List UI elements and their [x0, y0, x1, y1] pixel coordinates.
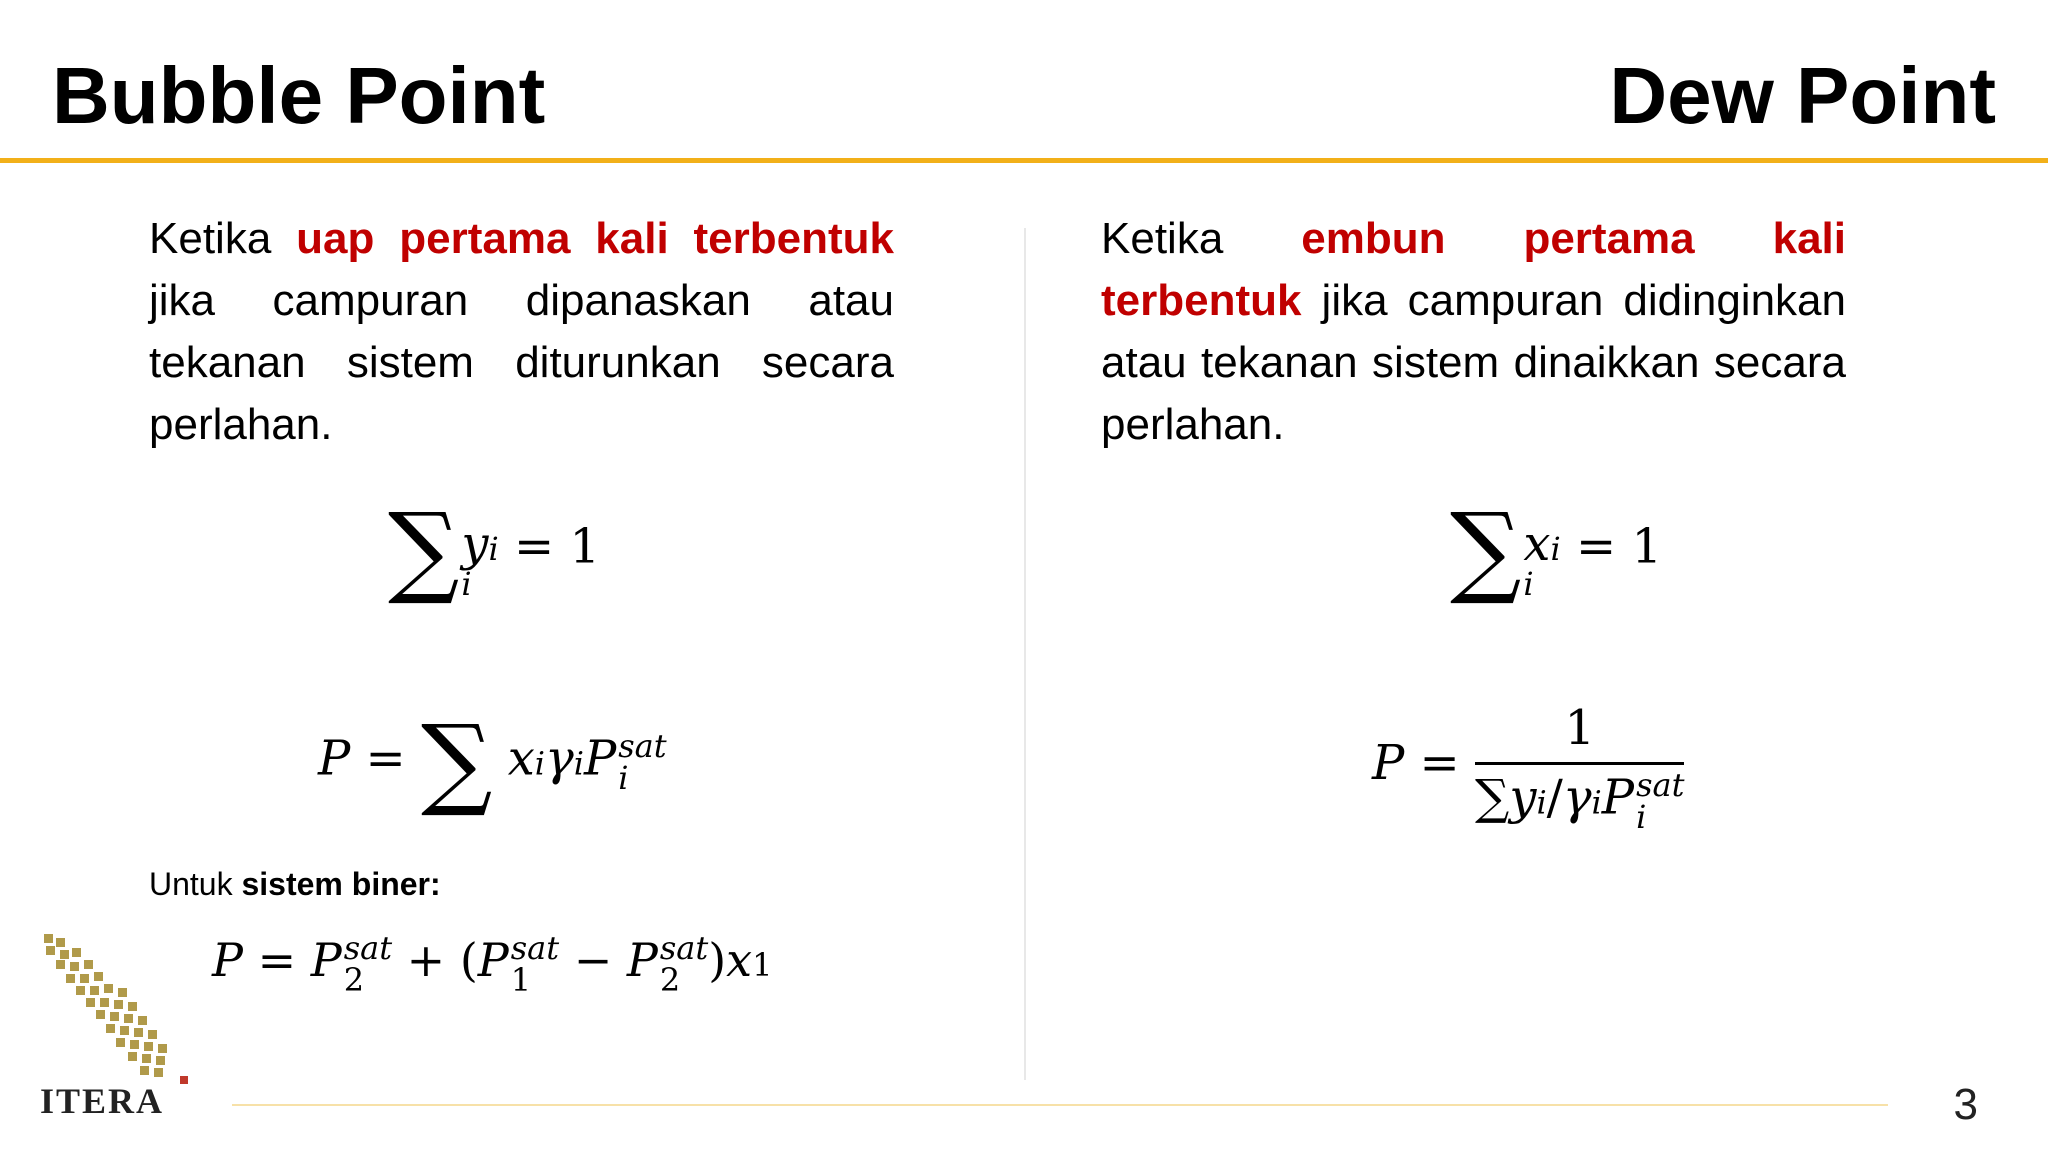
footer-rule	[232, 1104, 1888, 1106]
summation-symbol: ∑	[388, 491, 460, 608]
x-term: x	[507, 730, 535, 787]
fraction-denominator: ∑yi/γiP sat i	[1475, 762, 1684, 833]
pressure-fraction	[1475, 700, 1685, 836]
bubble-sum-equation	[388, 491, 601, 608]
dew-pressure-equation	[1372, 700, 1685, 836]
dew-para-rest: jika campuran didinginkan atau tekanan sistem dinaikkan secara perlahan.	[1101, 276, 1846, 449]
psat-term: P	[583, 730, 617, 787]
fraction-numerator: 1	[1564, 700, 1595, 756]
summation-symbol: ∑	[421, 703, 493, 820]
bubble-para-highlight: uap pertama kali terbentuk	[296, 214, 895, 263]
summation-symbol: ∑	[1450, 491, 1522, 608]
bubble-point-title: Bubble Point	[52, 51, 546, 140]
dew-para-highlight: embun pertama kali terbentuk	[1101, 214, 1846, 325]
dew-sum-equation	[1450, 491, 1662, 608]
dew-point-title: Dew Point	[1609, 51, 1996, 140]
itera-logo-text: ITERA	[40, 1081, 165, 1121]
binary-pressure-equation: P = P sat 2 + (P sat 1 − P sat 2 )x1	[212, 929, 773, 999]
itera-logo-mark	[36, 928, 206, 1098]
header-rule	[0, 158, 2048, 163]
sum-index: i	[461, 565, 472, 603]
pressure-lhs: P =	[318, 730, 406, 787]
sum-rhs: = 1	[514, 518, 601, 575]
gamma-term: γ	[545, 730, 574, 787]
bubble-pressure-equation: P = ∑ xiγiP sat i	[318, 703, 667, 820]
page-number: 3	[1953, 1080, 1978, 1129]
dew-para-prefix: Ketika	[1101, 214, 1302, 263]
bubble-para-rest: jika campuran dipanaskan atau tekanan sistem diturunkan secara perlahan.	[149, 276, 894, 449]
sum-rhs: = 1	[1575, 518, 1662, 575]
column-divider	[1024, 228, 1026, 1080]
sum-variable: yi	[461, 516, 499, 572]
dew-point-definition	[1101, 208, 1846, 456]
binary-system-label: Untuk sistem biner:	[149, 866, 441, 902]
pressure-lhs: P =	[1372, 735, 1460, 791]
bubble-para-prefix: Ketika	[149, 214, 297, 263]
sum-variable: xi	[1523, 516, 1561, 572]
sum-index: i	[1523, 565, 1534, 603]
bubble-point-definition	[149, 208, 894, 456]
